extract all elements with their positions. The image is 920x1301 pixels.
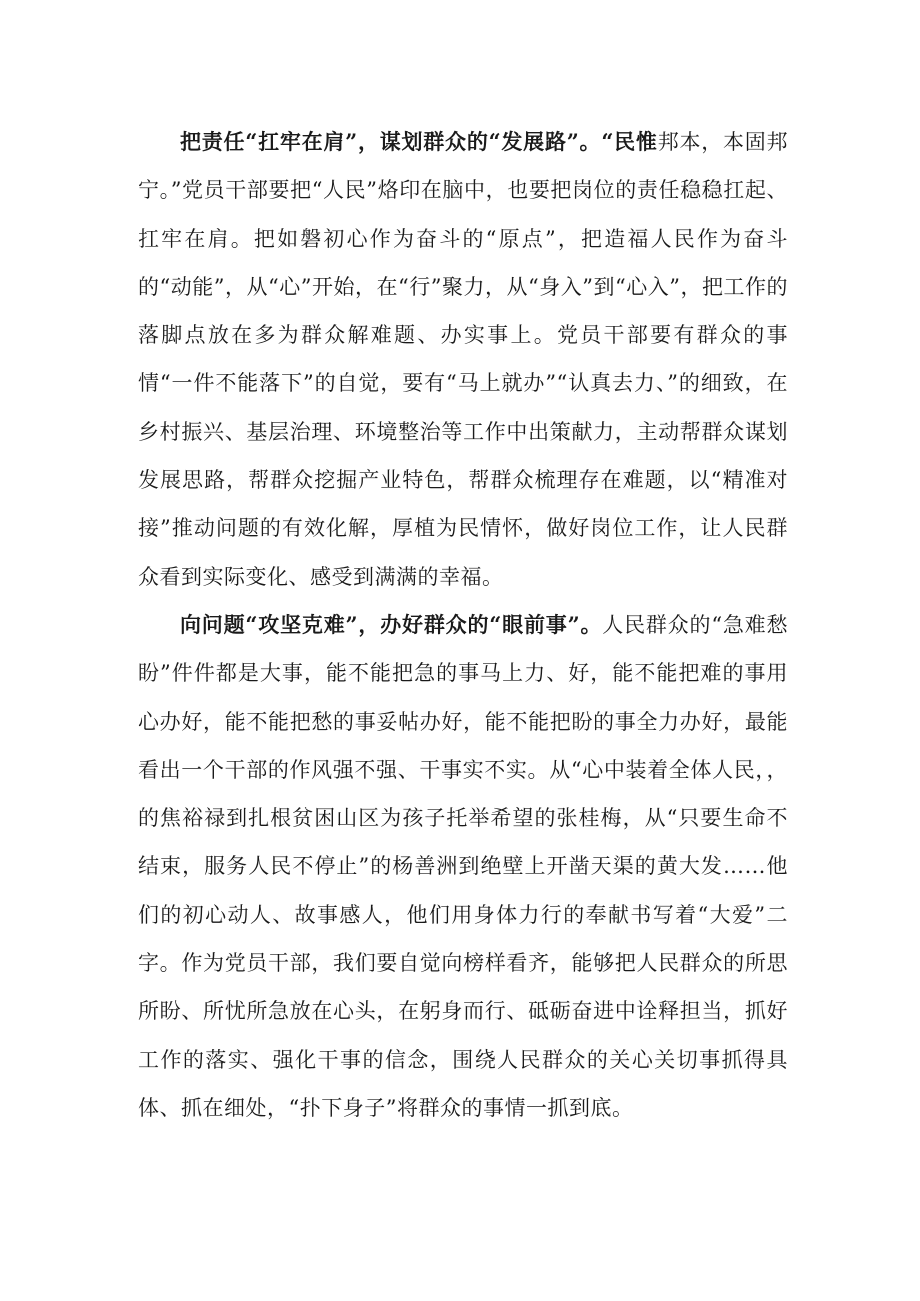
paragraph-2-lead: 向问题“攻坚克难”，办好群众的“眼前事”。	[180, 611, 603, 637]
paragraph-2	[138, 601, 788, 1132]
document-body	[138, 118, 788, 1132]
paragraph-1	[138, 118, 788, 601]
paragraph-1-lead: 把责任“扛牢在肩”，谋划群众的“发展路”。“民惟	[180, 129, 658, 154]
paragraph-2-body: 人民群众的“急难愁盼”件件都是大事，能不能把急的事马上力、好，能不能把难的事用心办好，能不能把愁的事妥帖办好，能不能把盼的事全力办好，最能看出一个干部的作风强不强、干事实不实。从“心中装着全体人民，，的焦裕禄到扎根贫困山区为孩子托举希望的张桂梅，从“只要生命不结束，服务人民不停止”的杨善洲到绝壁上开凿天渠的黄大发……他们的初心动人、故事感人，他们用身体力行的奉献书写着“大爱”二字。作为党员干部，我们要自觉向榜样看齐，能够把人民群众的所思所盼、所忧所急放在心头，在躬身而行、砥砺奋进中诠释担当，抓好工作的落实、强化干事的信念，围绕人民群众的关心关切事抓得具体、抓在细处，“扑下身子”将群众的事情一抓到底。	[138, 612, 788, 1120]
paragraph-1-body: 邦本，本固邦宁。”党员干部要把“人民”烙印在脑中，也要把岗位的责任稳稳扛起、扛牢在肩。把如磐初心作为奋斗的“原点”，把造福人民作为奋斗的“动能”，从“心”开始，在“行”聚力，从“身入”到“心入”，把工作的落脚点放在多为群众解难题、办实事上。党员干部要有群众的事情“一件不能落下”的自觉，要有“马上就办”“认真去力、”的细致，在乡村振兴、基层治理、环境整治等工作中出策献力，主动帮群众谋划发展思路，帮群众挖掘产业特色，帮群众梳理存在难题，以“精准对接”推动问题的有效化解，厚植为民情怀，做好岗位工作，让人民群众看到实际变化、感受到满满的幸福。	[138, 130, 788, 589]
